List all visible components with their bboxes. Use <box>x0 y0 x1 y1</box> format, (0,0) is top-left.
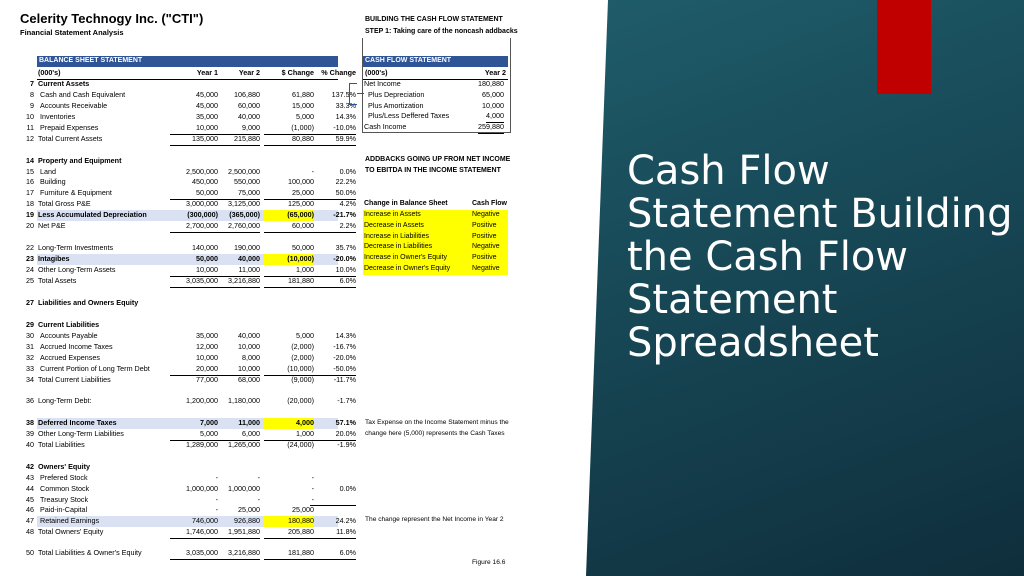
bs-row <box>20 221 356 232</box>
bs-row <box>20 473 340 484</box>
change-type: Decrease in Assets <box>364 221 424 229</box>
slide-title: Cash Flow Statement Building the Cash Flow Statement Spreadsheet <box>627 148 1013 366</box>
row-number: 19 <box>26 210 34 219</box>
change-table-row <box>363 210 508 221</box>
row-label: Cash and Cash Equivalent <box>40 90 126 99</box>
year1-value: 746,000 <box>192 516 218 525</box>
year2-value: 60,000 <box>238 101 260 110</box>
addbacks-note-line1: ADDBACKS GOING UP FROM NET INCOME <box>365 156 511 163</box>
bs-row <box>20 462 340 473</box>
tax-note-line2: change here (5,000) represents the Cash Taxes <box>365 430 505 437</box>
row-number: 39 <box>26 429 34 438</box>
year2-value: 106,880 <box>234 90 260 99</box>
year2-value: - <box>257 495 260 504</box>
row-label: Furniture & Equipment <box>40 188 112 197</box>
row-label: Accounts Payable <box>40 331 98 340</box>
row-number: 32 <box>26 353 34 362</box>
row-number: 47 <box>26 516 34 525</box>
retained-earnings-note: The change represent the Net Income in Year 2 <box>365 516 504 523</box>
year2-value: 926,880 <box>234 516 260 525</box>
year1-value: 12,000 <box>196 342 218 351</box>
bs-row <box>20 396 356 407</box>
change-value: (20,000) <box>287 396 314 405</box>
cash-flow-effect: Negative <box>472 265 500 272</box>
year2-value: 10,000 <box>238 342 260 351</box>
cf-column-headers <box>363 68 508 79</box>
cf-col-year: Year 2 <box>484 68 506 77</box>
year2-value: 1,000,000 <box>228 484 260 493</box>
bs-row <box>20 353 356 364</box>
row-number: 43 <box>26 473 34 482</box>
row-label: Total Current Assets <box>38 134 103 143</box>
year1-value: 10,000 <box>170 123 218 135</box>
bs-row <box>20 199 356 210</box>
panel-wedge <box>586 0 608 576</box>
row-number: 23 <box>26 254 34 263</box>
row-number: 22 <box>26 243 34 252</box>
cf-row-value: 65,000 <box>482 89 504 99</box>
bs-row <box>20 254 356 265</box>
pct-value: -10.0% <box>310 123 356 135</box>
year1-value: 3,000,000 <box>186 199 218 208</box>
cf-row-value: 4,000 <box>486 111 504 123</box>
bs-row <box>20 505 340 516</box>
year1-value: 1,746,000 <box>170 527 218 539</box>
row-label: Total Liabilities <box>38 440 85 449</box>
change-table-row <box>363 253 508 264</box>
cash-flow-effect: Negative <box>472 211 500 218</box>
year2-value: 25,000 <box>212 505 260 517</box>
year1-value: 45,000 <box>196 90 218 99</box>
row-label: Building <box>40 177 66 186</box>
change-value: 61,880 <box>292 90 314 99</box>
pct-value: -1.7% <box>337 396 356 405</box>
row-label: Prefered Stock <box>40 473 88 482</box>
row-label: Intagibes <box>38 254 70 263</box>
year2-value: 40,000 <box>238 254 260 263</box>
change-type: Increase in Assets <box>364 211 421 218</box>
change-value: 181,880 <box>264 276 314 288</box>
row-label: Other Long-Term Liabilities <box>38 429 124 438</box>
row-number: 25 <box>26 276 34 285</box>
year1-value: 20,000 <box>170 364 218 376</box>
change-value: 60,000 <box>264 221 314 233</box>
bs-row <box>20 188 356 199</box>
row-label: Common Stock <box>40 484 90 493</box>
row-label: Accrued Expenses <box>40 353 100 362</box>
row-number: 14 <box>26 156 34 165</box>
change-value: 4,000 <box>264 418 314 429</box>
year1-value: 45,000 <box>196 101 218 110</box>
change-value: 50,000 <box>292 243 314 252</box>
cf-row <box>363 122 508 133</box>
bs-col-change: $ Change <box>281 68 314 77</box>
bs-col-year2: Year 2 <box>238 68 260 77</box>
cf-row-value: 10,000 <box>482 100 504 110</box>
year2-value: 11,000 <box>212 265 260 277</box>
row-label: Accrued Income Taxes <box>40 342 113 351</box>
row-label: Land <box>40 167 56 176</box>
row-number: 29 <box>26 320 34 329</box>
change-table-row <box>363 221 508 232</box>
cf-row <box>363 101 508 112</box>
pct-value: 137.5% <box>331 90 356 99</box>
bs-row <box>20 375 356 386</box>
bs-row <box>20 364 356 375</box>
row-label: Liabilities and Owners Equity <box>38 298 139 307</box>
year1-value: 450,000 <box>192 177 218 186</box>
row-label: Other Long-Term Assets <box>38 265 116 274</box>
bs-row <box>20 123 356 134</box>
year1-value: - <box>215 473 218 482</box>
bs-row <box>20 90 356 101</box>
cf-col-units: (000's) <box>365 68 388 77</box>
change-value: (24,000) <box>287 440 314 449</box>
pct-value: -1.9% <box>337 440 356 449</box>
row-number: 8 <box>30 90 34 99</box>
bs-row <box>20 527 356 538</box>
row-label: Less Accumulated Depreciation <box>38 210 147 219</box>
year2-value: 3,216,880 <box>212 548 260 560</box>
row-number: 42 <box>26 462 34 471</box>
bs-row <box>20 440 356 451</box>
pct-value: 0.0% <box>339 484 356 493</box>
row-label: Prepaid Expenses <box>40 123 99 132</box>
pct-value: -21.7% <box>333 210 356 219</box>
change-value: 205,880 <box>264 527 314 539</box>
change-value: - <box>311 473 314 482</box>
year2-value: 75,000 <box>212 188 260 200</box>
change-value: 125,000 <box>288 199 314 208</box>
bs-row <box>20 79 340 90</box>
change-value: 15,000 <box>292 101 314 110</box>
year2-value: 2,760,000 <box>212 221 260 233</box>
year2-value: 40,000 <box>238 112 260 121</box>
bs-row <box>20 516 356 527</box>
tax-note-line1: Tax Expense on the Income Statement minus the <box>365 419 509 426</box>
row-number: 11 <box>26 123 34 132</box>
row-label: Total Gross P&E <box>38 199 91 208</box>
cf-row <box>363 79 508 90</box>
row-number: 15 <box>26 167 34 176</box>
row-label: Current Assets <box>38 79 90 88</box>
cash-flow-effect: Positive <box>472 232 497 240</box>
bs-col-year1: Year 1 <box>196 68 218 77</box>
year2-value: 550,000 <box>234 177 260 186</box>
pct-value: 6.0% <box>310 548 356 560</box>
year2-value: 68,000 <box>238 375 260 384</box>
pct-value: 50.0% <box>310 188 356 200</box>
row-number: 48 <box>26 527 34 536</box>
change-value: 1,000 <box>264 429 314 441</box>
year1-value: 2,500,000 <box>186 167 218 176</box>
pct-value: 59.9% <box>310 134 356 146</box>
change-value: 5,000 <box>296 112 314 121</box>
subtitle: Financial Statement Analysis <box>20 28 124 37</box>
cash-flow-effect: Positive <box>472 221 497 229</box>
pct-value: -20.0% <box>333 254 356 263</box>
row-number: 24 <box>26 265 34 274</box>
bs-row <box>20 101 356 112</box>
bs-row <box>20 243 356 254</box>
change-value: (65,000) <box>264 210 314 221</box>
change-value: - <box>311 495 314 504</box>
figure-label: Figure 16.6 <box>472 559 506 566</box>
row-label: Owners' Equity <box>38 462 91 471</box>
balance-sheet-header: BALANCE SHEET STATEMENT <box>37 56 338 67</box>
pct-value: -50.0% <box>310 364 356 376</box>
change-type: Increase in Owner's Equity <box>364 254 448 262</box>
change-table-col2: Cash Flow <box>472 200 508 207</box>
pct-value: 57.1% <box>335 418 356 427</box>
pct-value: 33.3% <box>335 101 356 110</box>
pct-value: 10.0% <box>310 265 356 277</box>
step-title: BUILDING THE CASH FLOW STATEMENT <box>365 16 503 23</box>
row-label: Total Current Liabilities <box>38 375 111 384</box>
row-label: Total Liabilities & Owner's Equity <box>38 548 142 557</box>
cf-row-value: 180,880 <box>478 79 504 88</box>
row-number: 45 <box>26 495 34 504</box>
cf-row-label: Net Income <box>364 79 401 88</box>
addbacks-note-line2: TO EBITDA IN THE INCOME STATEMENT <box>365 167 501 174</box>
row-label: Treasury Stock <box>40 495 89 504</box>
year2-value: - <box>257 473 260 482</box>
row-number: 36 <box>26 396 34 405</box>
change-value: 181,880 <box>264 548 314 560</box>
year1-value: - <box>215 495 218 504</box>
row-number: 46 <box>26 505 34 514</box>
bs-column-headers <box>20 68 356 79</box>
row-label: Inventories <box>40 112 76 121</box>
row-number: 30 <box>26 331 34 340</box>
year1-value: 50,000 <box>196 254 218 263</box>
year2-value: 3,125,000 <box>228 199 260 208</box>
change-type: Decrease in Owner's Equity <box>364 265 451 272</box>
year1-value: 3,035,000 <box>170 548 218 560</box>
accent-bar <box>877 0 931 94</box>
change-table-col1: Change in Balance Sheet <box>364 200 448 207</box>
change-type: Decrease in Liabilities <box>364 243 433 251</box>
year1-value: 35,000 <box>196 112 218 121</box>
bs-row <box>20 210 356 221</box>
row-label: Total Owners' Equity <box>38 527 104 536</box>
change-value: (10,000) <box>264 254 314 265</box>
change-table-row <box>363 232 508 243</box>
change-value: - <box>311 167 314 176</box>
year1-value: 1,289,000 <box>186 440 218 449</box>
year1-value: - <box>170 505 218 517</box>
change-value: 25,000 <box>264 188 314 200</box>
pct-value: 4.2% <box>339 199 356 208</box>
year2-value: 6,000 <box>212 429 260 441</box>
year2-value: 1,265,000 <box>228 440 260 449</box>
year2-value: 190,000 <box>234 243 260 252</box>
year2-value: 1,951,880 <box>212 527 260 539</box>
year1-value: 140,000 <box>192 243 218 252</box>
cf-row-label: Plus/Less Deffered Taxes <box>368 111 450 121</box>
cash-flow-effect: Negative <box>472 243 500 251</box>
row-number: 7 <box>30 79 34 88</box>
row-number: 27 <box>26 298 34 307</box>
year1-value: 1,200,000 <box>186 396 218 405</box>
year2-value: 1,180,000 <box>228 396 260 405</box>
pct-value: -20.0% <box>333 353 356 362</box>
bs-row <box>20 134 356 145</box>
bs-row <box>20 156 340 167</box>
cf-row-value: 259,880 <box>478 122 504 134</box>
year2-value: 9,000 <box>212 123 260 135</box>
change-type: Increase in Liabilities <box>364 232 429 240</box>
pct-value: 22.2% <box>335 177 356 186</box>
change-value: 25,000 <box>264 505 314 517</box>
row-label: Net P&E <box>38 221 66 230</box>
change-table-row <box>363 242 508 253</box>
pct-value: 11.8% <box>310 527 356 539</box>
row-number: 38 <box>26 418 34 427</box>
bs-row <box>20 298 340 309</box>
bs-row <box>20 265 356 276</box>
pct-value <box>310 505 356 506</box>
year2-value: 10,000 <box>212 364 260 376</box>
change-value: 1,000 <box>264 265 314 277</box>
year1-value: 10,000 <box>196 353 218 362</box>
change-value: (1,000) <box>264 123 314 135</box>
company-title: Celerity Technogy Inc. ("CTI") <box>20 11 204 26</box>
bs-row <box>20 320 340 331</box>
cf-row-label: Plus Depreciation <box>368 89 425 99</box>
change-table-header <box>363 199 508 210</box>
pct-value: 14.3% <box>335 112 356 121</box>
row-number: 33 <box>26 364 34 373</box>
bs-row <box>20 112 356 123</box>
bs-row <box>20 429 356 440</box>
row-number: 44 <box>26 484 34 493</box>
cash-flow-effect: Positive <box>472 254 497 262</box>
row-label: Deferred Income Taxes <box>38 418 117 427</box>
row-label: Long-Term Investments <box>38 243 114 252</box>
year1-value: 7,000 <box>200 418 218 427</box>
row-number: 34 <box>26 375 34 384</box>
row-number: 16 <box>26 177 34 186</box>
bs-row <box>20 177 356 188</box>
year1-value: 10,000 <box>170 265 218 277</box>
change-value: - <box>311 484 314 493</box>
cf-row <box>363 111 508 122</box>
pct-value: 0.0% <box>339 167 356 176</box>
row-number: 18 <box>26 199 34 208</box>
year1-value: 2,700,000 <box>170 221 218 233</box>
pct-value: 20.0% <box>310 429 356 441</box>
year1-value: 3,035,000 <box>170 276 218 288</box>
row-label: Property and Equipment <box>38 156 122 165</box>
row-number: 10 <box>26 112 34 121</box>
change-table-row <box>363 264 508 275</box>
year2-value: 8,000 <box>242 353 260 362</box>
row-number: 50 <box>26 548 34 557</box>
change-value: (9,000) <box>291 375 314 384</box>
change-value: 5,000 <box>296 331 314 340</box>
bracket-connector <box>349 83 357 105</box>
cf-row-label: Plus Amortization <box>368 100 424 110</box>
year2-value: 3,216,880 <box>212 276 260 288</box>
row-number: 17 <box>26 188 34 197</box>
pct-value: -11.7% <box>333 375 356 384</box>
row-label: Current Liabilities <box>38 320 100 329</box>
pct-value: 14.3% <box>335 331 356 340</box>
year1-value: 5,000 <box>170 429 218 441</box>
bs-col-pct: % Change <box>321 68 356 77</box>
row-label: Long-Term Debt: <box>38 396 92 405</box>
bs-row <box>20 484 356 495</box>
change-value: 100,000 <box>288 177 314 186</box>
row-label: Current Portion of Long Term Debt <box>40 364 150 373</box>
cf-row <box>363 90 508 101</box>
pct-value: 2.2% <box>310 221 356 233</box>
cash-flow-header: CASH FLOW STATEMENT <box>363 56 508 67</box>
year1-value: 50,000 <box>170 188 218 200</box>
row-number: 9 <box>30 101 34 110</box>
change-value: (2,000) <box>291 353 314 362</box>
year2-value: 215,880 <box>212 134 260 146</box>
change-value: 80,880 <box>264 134 314 146</box>
change-value: (10,000) <box>264 364 314 376</box>
year1-value: 35,000 <box>196 331 218 340</box>
year2-value: 40,000 <box>238 331 260 340</box>
year2-value: 2,500,000 <box>228 167 260 176</box>
year1-value: 77,000 <box>196 375 218 384</box>
row-label: Total Assets <box>38 276 77 285</box>
bs-row <box>20 418 356 429</box>
row-number: 20 <box>26 221 34 230</box>
year2-value: (365,000) <box>229 210 260 219</box>
change-value: (2,000) <box>291 342 314 351</box>
bs-row <box>20 276 356 287</box>
year1-value: 1,000,000 <box>186 484 218 493</box>
year2-value: 11,000 <box>238 418 260 427</box>
bs-row <box>20 342 356 353</box>
year1-value: 135,000 <box>170 134 218 146</box>
bs-row <box>20 548 356 559</box>
row-number: 12 <box>26 134 34 143</box>
row-label: Retained Earnings <box>40 516 100 525</box>
cf-row-label: Cash Income <box>364 122 407 132</box>
row-label: Paid-in-Capital <box>40 505 88 514</box>
bs-col-units: (000's) <box>38 68 61 77</box>
bracket-arrow <box>357 93 364 94</box>
pct-value: 24.2% <box>335 516 356 525</box>
change-value: 180,880 <box>264 516 314 527</box>
pct-value: 35.7% <box>335 243 356 252</box>
row-number: 31 <box>26 342 34 351</box>
row-label: Accounts Receivable <box>40 101 108 110</box>
step-1-label: STEP 1: Taking care of the noncash addbacks <box>365 28 518 35</box>
bs-row <box>20 331 356 342</box>
pct-value: -16.7% <box>333 342 356 351</box>
pct-value: 6.0% <box>310 276 356 288</box>
year1-value: (300,000) <box>187 210 218 219</box>
row-number: 40 <box>26 440 34 449</box>
